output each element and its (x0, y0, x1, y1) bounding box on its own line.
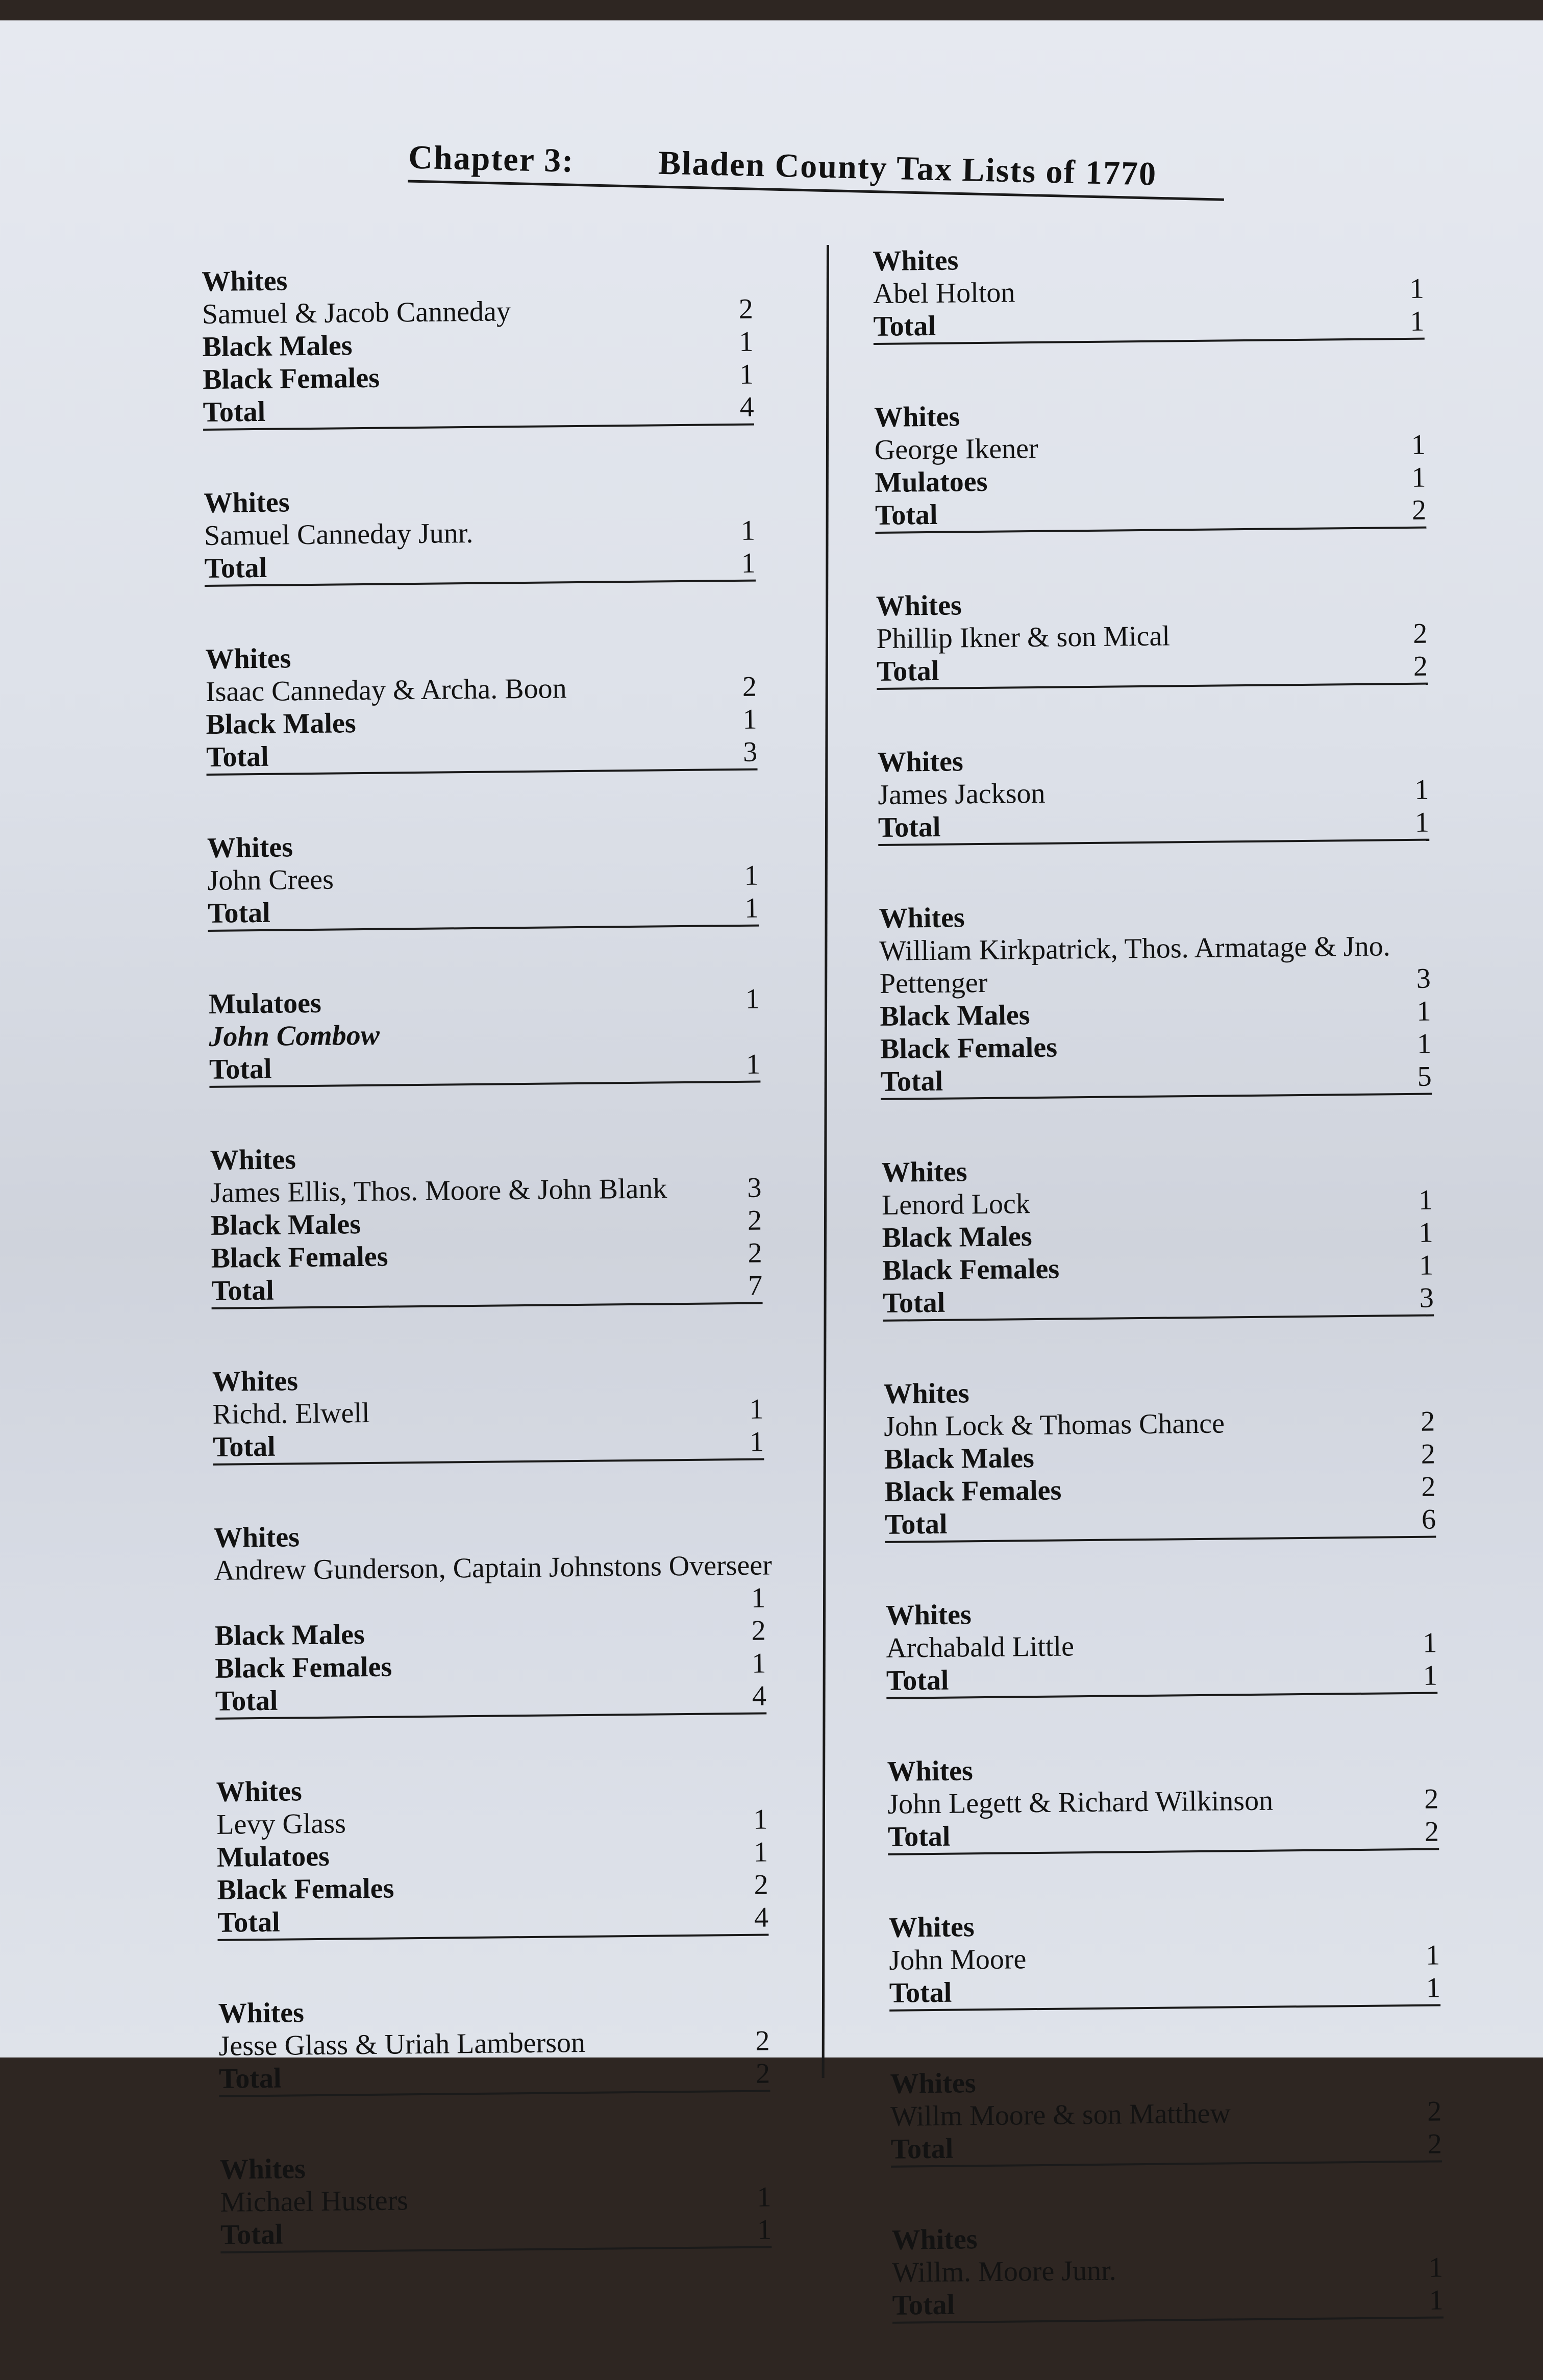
tax-entry (879, 897, 1432, 1100)
tax-entry (218, 1992, 770, 2097)
row-label: Black Males (210, 1208, 361, 1242)
row-label: Total (218, 2062, 282, 2095)
tax-entry (888, 1906, 1440, 2011)
tax-entry (210, 1139, 763, 1309)
row-label: Black Females (217, 1872, 394, 1906)
entry-row (207, 859, 759, 897)
row-count: 1 (741, 547, 756, 579)
row-label: Black Females (884, 1474, 1062, 1508)
tax-entry (877, 741, 1429, 846)
entry-row (220, 2148, 772, 2186)
entry-row (882, 1249, 1434, 1287)
row-label: Total (217, 1906, 280, 1939)
row-label: John Crees (207, 863, 334, 897)
tax-entry (890, 2062, 1442, 2167)
entry-row (212, 1360, 764, 1398)
total-row (219, 2057, 770, 2097)
row-count: 4 (739, 391, 755, 423)
tax-entry (209, 983, 761, 1088)
entry-row (202, 326, 754, 363)
total-row (204, 547, 756, 587)
row-count: 1 (749, 1393, 764, 1425)
row-count: 3 (1416, 962, 1431, 995)
row-count: 2 (754, 1869, 768, 1901)
row-label: Whites (204, 486, 290, 519)
row-label: Samuel Canneday Junr. (204, 517, 474, 552)
row-count: 1 (1411, 461, 1426, 493)
row-label: Samuel & Jacob Canneday (202, 295, 511, 330)
entry-row (220, 2180, 772, 2218)
row-label: Black Females (215, 1651, 392, 1684)
row-label: Total (207, 897, 270, 929)
tax-entry (873, 240, 1425, 345)
tax-entry (213, 1517, 773, 1720)
entry-row (874, 396, 1426, 434)
row-count: 1 (1428, 2251, 1444, 2284)
entry-row (876, 585, 1427, 623)
row-label: Abel Holton (873, 277, 1015, 310)
row-label: Whites (883, 1377, 969, 1410)
row-label: Mulatoes (216, 1840, 330, 1873)
row-count: 2 (1424, 1783, 1439, 1815)
row-label: Whites (891, 2223, 978, 2256)
total-row (873, 305, 1425, 345)
row-label: Whites (207, 831, 293, 864)
entry-row (879, 930, 1431, 968)
row-count: 1 (1429, 2284, 1444, 2316)
row-label: Total (212, 1430, 276, 1463)
entry-row (890, 2095, 1442, 2133)
row-count: 1 (739, 326, 754, 358)
row-label: Total (889, 1976, 952, 2009)
total-row (211, 1270, 763, 1309)
row-label: Whites (881, 1156, 967, 1188)
entry-row (216, 1803, 768, 1841)
entry-row (203, 358, 754, 396)
row-label: Black Males (882, 1221, 1032, 1254)
row-count: 1 (749, 1426, 764, 1458)
row-count: 1 (744, 859, 759, 891)
row-count: 1 (753, 1803, 768, 1836)
entry-row (211, 1237, 762, 1275)
row-label: Archabald Little (886, 1630, 1075, 1664)
row-label: Michael Husters (220, 2185, 409, 2218)
row-label: Black Females (211, 1241, 388, 1274)
entry-row (214, 1582, 766, 1620)
row-count: 6 (1421, 1503, 1436, 1535)
total-row (878, 806, 1430, 846)
row-count: 5 (1417, 1060, 1432, 1093)
tax-entry (202, 260, 754, 431)
tax-entry (881, 1151, 1434, 1322)
total-row (209, 1048, 761, 1088)
total-row (875, 494, 1427, 534)
row-count: 1 (752, 1647, 766, 1679)
row-label: Black Females (882, 1253, 1060, 1286)
row-label: Total (206, 740, 269, 773)
row-count: 1 (1425, 1939, 1440, 1971)
row-count: 2 (1427, 2095, 1442, 2127)
row-label: Whites (212, 1365, 298, 1398)
row-label: Total (882, 1286, 945, 1319)
row-count: 1 (1426, 1972, 1441, 2004)
row-label: Andrew Gunderson, Captain Johnstons Overseer (214, 1549, 773, 1586)
total-row (880, 1060, 1432, 1100)
chapter-label: Chapter 3: (408, 138, 575, 180)
row-label: Total (209, 1053, 272, 1085)
row-label: John Moore (888, 1943, 1027, 1976)
row-label: Total (887, 1820, 951, 1853)
total-row (203, 391, 754, 431)
entry-row (891, 2218, 1443, 2256)
chapter-title: Bladen County Tax Lists of 1770 (658, 144, 1157, 193)
row-label: Whites (216, 1775, 303, 1808)
row-label: Total (220, 2218, 283, 2251)
row-count: 2 (755, 2025, 770, 2057)
tax-entry (216, 1770, 768, 1941)
row-label: Whites (213, 1521, 300, 1554)
entry-row (878, 774, 1429, 811)
entry-row (882, 1217, 1433, 1254)
entry-row (206, 703, 757, 741)
row-label: Whites (890, 2067, 976, 2100)
entry-row (215, 1647, 766, 1685)
entry-row (217, 1836, 768, 1873)
row-count: 1 (1423, 1627, 1437, 1659)
row-count: 1 (1423, 1659, 1438, 1692)
row-label: Whites (874, 401, 960, 433)
total-row (206, 736, 758, 776)
row-count: 1 (751, 1582, 766, 1614)
row-label: Richd. Elwell (212, 1397, 370, 1430)
row-label: Black Males (880, 999, 1030, 1032)
row-count: 3 (1419, 1282, 1434, 1314)
row-label: Phillip Ikner & son Mical (876, 620, 1171, 655)
row-label: Whites (202, 265, 288, 298)
total-row (215, 1680, 767, 1720)
entry-row (884, 1405, 1435, 1443)
entry-row (218, 1992, 770, 2029)
entry-row (892, 2251, 1444, 2289)
row-label: Whites (219, 2153, 306, 2186)
total-row (889, 1971, 1441, 2011)
entry-row (886, 1627, 1437, 1665)
row-label: Levy Glass (216, 1807, 346, 1841)
entry-row (880, 962, 1431, 1000)
left-column (202, 260, 772, 2310)
row-label: Total (892, 2289, 955, 2321)
entry-row (888, 1906, 1440, 1944)
total-row (891, 2127, 1442, 2167)
row-label: Mulatoes (875, 465, 988, 499)
row-label: Total (211, 1274, 275, 1307)
tax-entry (874, 396, 1426, 534)
entry-row (885, 1594, 1437, 1632)
entry-row (875, 429, 1426, 466)
tax-entry (204, 482, 756, 587)
total-row (888, 1815, 1439, 1855)
entry-row (875, 461, 1426, 499)
row-count: 2 (738, 293, 754, 325)
row-count: 7 (748, 1270, 763, 1302)
row-label: Total (203, 395, 266, 428)
entry-row (209, 1015, 760, 1053)
entry-row (884, 1438, 1436, 1476)
entry-row (877, 741, 1429, 779)
row-label: Total (875, 499, 938, 531)
row-count: 1 (739, 358, 754, 390)
row-label: Jesse Glass & Uriah Lamberson (218, 2026, 586, 2062)
row-label: Whites (887, 1755, 974, 1788)
total-row (877, 650, 1428, 690)
entry-row (890, 2062, 1441, 2100)
entry-row (207, 827, 759, 864)
total-row (892, 2284, 1444, 2323)
row-label: Total (215, 1684, 278, 1717)
entry-row (889, 1939, 1440, 1976)
entry-row (873, 240, 1424, 278)
row-label: James Ellis, Thos. Moore & John Blank (210, 1173, 667, 1209)
row-label: Whites (218, 1997, 305, 2029)
tax-entry (876, 585, 1428, 690)
row-label: Black Males (214, 1619, 365, 1652)
tax-entry (207, 827, 759, 932)
entry-row (887, 1782, 1439, 1820)
row-count: 2 (1421, 1471, 1436, 1503)
row-count: 1 (1414, 774, 1429, 806)
row-count: 1 (740, 514, 756, 547)
total-row (883, 1282, 1434, 1322)
row-count: 1 (742, 703, 757, 735)
row-count: 1 (1410, 305, 1425, 337)
row-count: 1 (1416, 1028, 1432, 1060)
tax-entry (885, 1594, 1437, 1699)
row-count: 1 (745, 1048, 761, 1080)
row-count: 4 (752, 1680, 767, 1712)
row-count: 2 (747, 1204, 762, 1236)
document-page (0, 20, 1543, 2321)
total-row (217, 1901, 769, 1941)
row-label: Total (876, 655, 939, 687)
row-count: 1 (1418, 1184, 1433, 1216)
row-count: 1 (1416, 995, 1431, 1027)
row-label: Black Males (202, 330, 353, 363)
row-count: 2 (748, 1237, 762, 1269)
tax-entry (205, 638, 757, 776)
row-label: Total (886, 1664, 949, 1697)
row-label: Whites (210, 1144, 296, 1176)
entry-row (202, 293, 754, 331)
row-label: Black Females (202, 362, 380, 395)
row-label: Black Males (206, 707, 356, 740)
entry-row (202, 260, 753, 298)
row-label: Isaac Canneday & Archa. Boon (205, 673, 567, 708)
row-count: 1 (1418, 1249, 1434, 1281)
entry-row (210, 1172, 762, 1209)
row-label: Total (204, 552, 267, 584)
entry-row (216, 1770, 767, 1808)
total-row (208, 892, 759, 932)
entry-row (210, 1139, 762, 1177)
row-count: 2 (755, 2057, 770, 2090)
row-label: John Combow (209, 1019, 380, 1053)
row-count: 1 (1414, 806, 1430, 838)
row-label: Total (880, 1065, 943, 1098)
row-label: William Kirkpatrick, Thos. Armatage & Jno. (879, 930, 1390, 967)
row-label: Pettenger (879, 966, 988, 1000)
entry-row (218, 2024, 770, 2062)
row-label: Willm Moore & son Matthew (890, 2097, 1231, 2133)
row-label: Willm. Moore Junr. (891, 2254, 1116, 2289)
row-label: Total (884, 1508, 948, 1541)
tax-entry (883, 1373, 1436, 1543)
row-count: 1 (744, 892, 759, 924)
entry-row (873, 272, 1425, 310)
entry-row (884, 1471, 1436, 1508)
row-label: John Lock & Thomas Chance (883, 1407, 1225, 1443)
total-row (885, 1503, 1436, 1543)
entry-row (214, 1615, 766, 1652)
total-row (220, 2213, 772, 2253)
entry-row (882, 1184, 1433, 1222)
row-label: Total (890, 2133, 954, 2165)
row-label: Whites (205, 642, 291, 675)
row-count: 1 (1409, 272, 1425, 305)
row-count: 2 (1427, 2128, 1442, 2160)
row-count: 2 (1421, 1438, 1436, 1470)
row-count: 1 (757, 2181, 772, 2213)
row-label: Mulatoes (208, 987, 322, 1020)
row-count: 2 (1411, 494, 1427, 526)
row-label: Whites (885, 1599, 972, 1631)
row-label: Whites (876, 589, 962, 622)
entry-row (209, 983, 760, 1021)
row-count: 2 (742, 671, 757, 703)
row-count: 2 (1424, 1816, 1439, 1848)
row-count: 1 (757, 2214, 772, 2246)
entry-row (214, 1517, 765, 1554)
row-count: 2 (1413, 650, 1428, 682)
tax-entry (887, 1750, 1439, 1855)
entry-row (217, 1868, 768, 1906)
entry-row (212, 1393, 764, 1431)
row-count: 3 (747, 1172, 762, 1204)
entry-row (205, 638, 757, 676)
tax-entry (212, 1360, 764, 1466)
row-count: 1 (745, 983, 760, 1015)
row-count: 1 (1418, 1217, 1433, 1249)
row-label: Whites (877, 746, 964, 778)
total-row (886, 1659, 1438, 1699)
entry-row (880, 995, 1431, 1033)
entry-row (880, 1028, 1432, 1065)
row-count: 1 (1411, 429, 1426, 461)
row-label: James Jackson (878, 777, 1046, 811)
row-count: 2 (751, 1615, 766, 1647)
row-label: Lenord Lock (881, 1188, 1031, 1221)
entry-row (879, 897, 1430, 935)
column-divider (822, 245, 829, 2078)
row-label: Whites (888, 1911, 975, 1944)
chapter-heading (397, 128, 1246, 224)
row-count: 4 (754, 1901, 769, 1933)
row-label: Total (878, 811, 941, 844)
entry-row (883, 1373, 1435, 1410)
entry-row (204, 482, 755, 519)
tax-entry (891, 2218, 1444, 2323)
entry-row (214, 1549, 773, 1587)
row-count: 3 (742, 736, 758, 768)
row-label: Whites (879, 902, 965, 934)
row-label: John Legett & Richard Wilkinson (887, 1784, 1274, 1820)
entry-row (211, 1204, 762, 1242)
total-row (213, 1426, 764, 1466)
row-label: George Ikener (874, 432, 1038, 466)
entry-row (206, 671, 757, 708)
row-count: 1 (753, 1836, 768, 1868)
row-label: Black Females (880, 1031, 1058, 1065)
entry-row (204, 514, 756, 552)
entry-row (887, 1750, 1438, 1788)
row-count: 2 (1413, 617, 1428, 650)
row-label: Total (873, 310, 936, 342)
tax-entry (220, 2148, 772, 2253)
entry-row (876, 617, 1428, 655)
right-column (873, 240, 1444, 2380)
row-label: Black Males (884, 1442, 1035, 1475)
row-count: 2 (1420, 1405, 1435, 1437)
entry-row (881, 1151, 1433, 1189)
row-label: Whites (873, 244, 959, 277)
